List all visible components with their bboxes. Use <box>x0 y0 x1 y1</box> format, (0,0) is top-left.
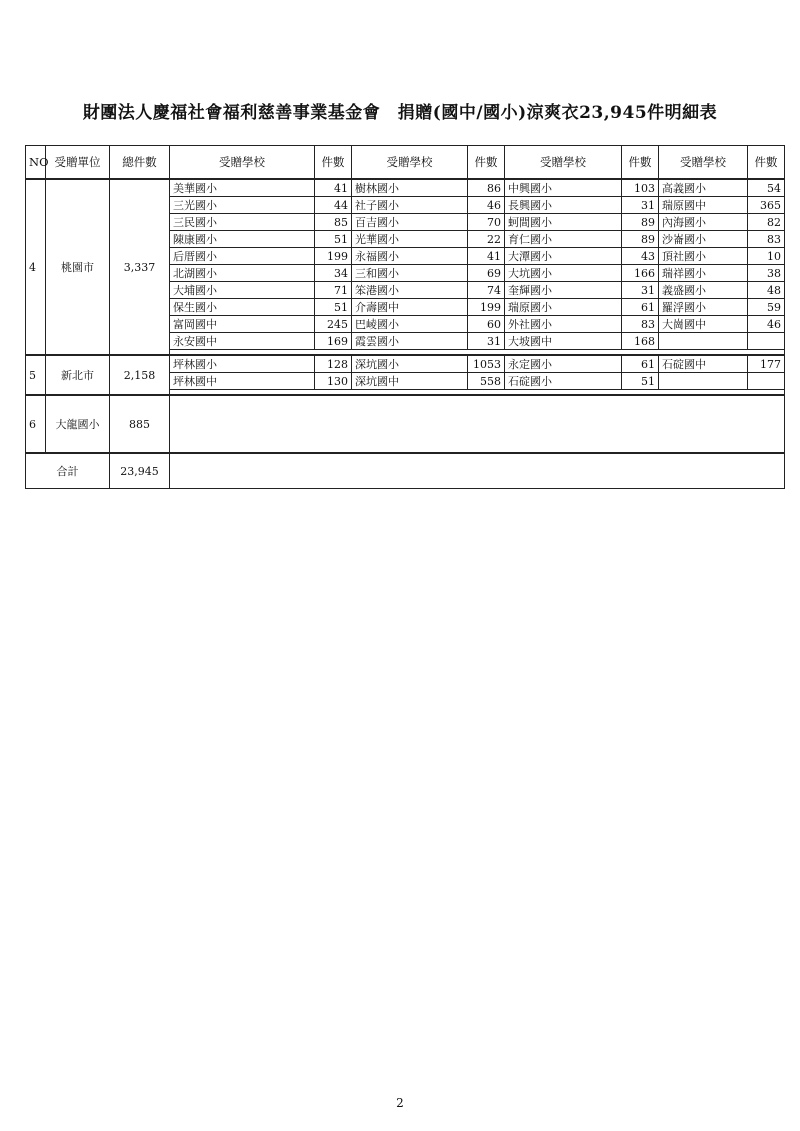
group-no: 4 <box>26 179 46 355</box>
school-name: 育仁國小 <box>505 231 622 248</box>
school-count: 60 <box>468 316 505 333</box>
school-name: 大崗國中 <box>659 316 748 333</box>
school-count <box>748 373 785 390</box>
school-count: 41 <box>468 248 505 265</box>
school-name: 石碇國小 <box>505 373 622 390</box>
school-name: 陳康國小 <box>170 231 315 248</box>
school-count: 128 <box>315 355 352 373</box>
school-count: 169 <box>315 333 352 350</box>
header-school-4: 受贈學校 <box>659 146 748 180</box>
school-count: 83 <box>622 316 659 333</box>
table-header-row <box>26 146 785 180</box>
school-name: 北湖國小 <box>170 265 315 282</box>
school-count: 70 <box>468 214 505 231</box>
school-count: 31 <box>468 333 505 350</box>
school-name: 坪林國中 <box>170 373 315 390</box>
school-name: 長興國小 <box>505 197 622 214</box>
school-count: 168 <box>622 333 659 350</box>
school-name <box>659 333 748 350</box>
total-row <box>26 453 785 489</box>
school-name: 大潭國小 <box>505 248 622 265</box>
school-name: 高義國小 <box>659 179 748 197</box>
school-name: 蚵間國小 <box>505 214 622 231</box>
school-count: 199 <box>468 299 505 316</box>
school-name: 美華國小 <box>170 179 315 197</box>
school-count: 166 <box>622 265 659 282</box>
school-count: 177 <box>748 355 785 373</box>
school-name: 笨港國小 <box>352 282 468 299</box>
school-name: 永定國小 <box>505 355 622 373</box>
school-count: 365 <box>748 197 785 214</box>
school-count: 43 <box>622 248 659 265</box>
school-name: 三和國小 <box>352 265 468 282</box>
page-number: 2 <box>396 1096 404 1110</box>
group-no: 6 <box>26 395 46 453</box>
school-count: 69 <box>468 265 505 282</box>
school-name: 深坑國中 <box>352 373 468 390</box>
school-count: 46 <box>468 197 505 214</box>
school-count: 51 <box>622 373 659 390</box>
school-count: 71 <box>315 282 352 299</box>
school-count: 51 <box>315 231 352 248</box>
school-count: 83 <box>748 231 785 248</box>
school-name: 永福國小 <box>352 248 468 265</box>
school-count: 31 <box>622 197 659 214</box>
school-count: 10 <box>748 248 785 265</box>
school-name: 大埔國小 <box>170 282 315 299</box>
school-count <box>748 333 785 350</box>
group-total: 3,337 <box>110 179 170 355</box>
empty-cell <box>170 395 785 453</box>
school-name: 石碇國中 <box>659 355 748 373</box>
school-count: 31 <box>622 282 659 299</box>
group-total: 2,158 <box>110 355 170 395</box>
table-body <box>26 179 785 489</box>
group-total: 885 <box>110 395 170 453</box>
school-count: 103 <box>622 179 659 197</box>
school-count: 61 <box>622 299 659 316</box>
school-name: 瑞原國中 <box>659 197 748 214</box>
school-name: 三光國小 <box>170 197 315 214</box>
school-name: 瑞原國小 <box>505 299 622 316</box>
group-unit: 新北市 <box>46 355 110 395</box>
school-name: 中興國小 <box>505 179 622 197</box>
school-count: 558 <box>468 373 505 390</box>
header-school-3: 受贈學校 <box>505 146 622 180</box>
donation-detail-table <box>25 145 785 489</box>
school-count: 34 <box>315 265 352 282</box>
group-no: 5 <box>26 355 46 395</box>
school-name: 永安國中 <box>170 333 315 350</box>
school-name: 霞雲國小 <box>352 333 468 350</box>
empty-cell <box>170 453 785 489</box>
header-no: NO <box>26 146 46 180</box>
header-school-1: 受贈學校 <box>170 146 315 180</box>
school-count: 61 <box>622 355 659 373</box>
school-name: 巴崚國小 <box>352 316 468 333</box>
header-unit: 受贈單位 <box>46 146 110 180</box>
header-count-2: 件數 <box>468 146 505 180</box>
school-count: 130 <box>315 373 352 390</box>
total-label: 合計 <box>26 453 110 489</box>
school-count: 51 <box>315 299 352 316</box>
school-count: 85 <box>315 214 352 231</box>
school-name: 百吉國小 <box>352 214 468 231</box>
school-count: 199 <box>315 248 352 265</box>
header-school-2: 受贈學校 <box>352 146 468 180</box>
school-count: 1053 <box>468 355 505 373</box>
table-row <box>26 179 785 197</box>
school-name: 光華國小 <box>352 231 468 248</box>
total-value: 23,945 <box>110 453 170 489</box>
school-count: 46 <box>748 316 785 333</box>
school-count: 89 <box>622 214 659 231</box>
school-name: 沙崙國小 <box>659 231 748 248</box>
school-name: 大坑國小 <box>505 265 622 282</box>
school-name: 外社國小 <box>505 316 622 333</box>
school-count: 245 <box>315 316 352 333</box>
school-name: 坪林國小 <box>170 355 315 373</box>
school-name: 頂社國小 <box>659 248 748 265</box>
page-title: 財團法人慶福社會福利慈善事業基金會 捐贈(國中/國小)涼爽衣23,945件明細表 <box>82 103 718 123</box>
header-count-3: 件數 <box>622 146 659 180</box>
school-name: 樹林國小 <box>352 179 468 197</box>
school-name: 后厝國小 <box>170 248 315 265</box>
school-name: 三民國小 <box>170 214 315 231</box>
school-name: 內海國小 <box>659 214 748 231</box>
school-name: 社子國小 <box>352 197 468 214</box>
school-name: 深坑國小 <box>352 355 468 373</box>
school-name: 介壽國中 <box>352 299 468 316</box>
school-count: 22 <box>468 231 505 248</box>
group-row <box>26 395 785 453</box>
school-count: 38 <box>748 265 785 282</box>
school-count: 86 <box>468 179 505 197</box>
school-name: 富岡國中 <box>170 316 315 333</box>
header-count-4: 件數 <box>748 146 785 180</box>
group-unit: 大龍國小 <box>46 395 110 453</box>
school-count: 74 <box>468 282 505 299</box>
school-count: 48 <box>748 282 785 299</box>
header-count-1: 件數 <box>315 146 352 180</box>
school-name: 瑞祥國小 <box>659 265 748 282</box>
school-name: 大坡國中 <box>505 333 622 350</box>
school-count: 41 <box>315 179 352 197</box>
school-name: 奎輝國小 <box>505 282 622 299</box>
school-count: 54 <box>748 179 785 197</box>
header-total: 總件數 <box>110 146 170 180</box>
school-name: 羅浮國小 <box>659 299 748 316</box>
school-count: 44 <box>315 197 352 214</box>
table-row <box>26 355 785 373</box>
school-name <box>659 373 748 390</box>
school-count: 59 <box>748 299 785 316</box>
school-name: 保生國小 <box>170 299 315 316</box>
group-unit: 桃園市 <box>46 179 110 355</box>
school-count: 89 <box>622 231 659 248</box>
school-count: 82 <box>748 214 785 231</box>
school-name: 義盛國小 <box>659 282 748 299</box>
